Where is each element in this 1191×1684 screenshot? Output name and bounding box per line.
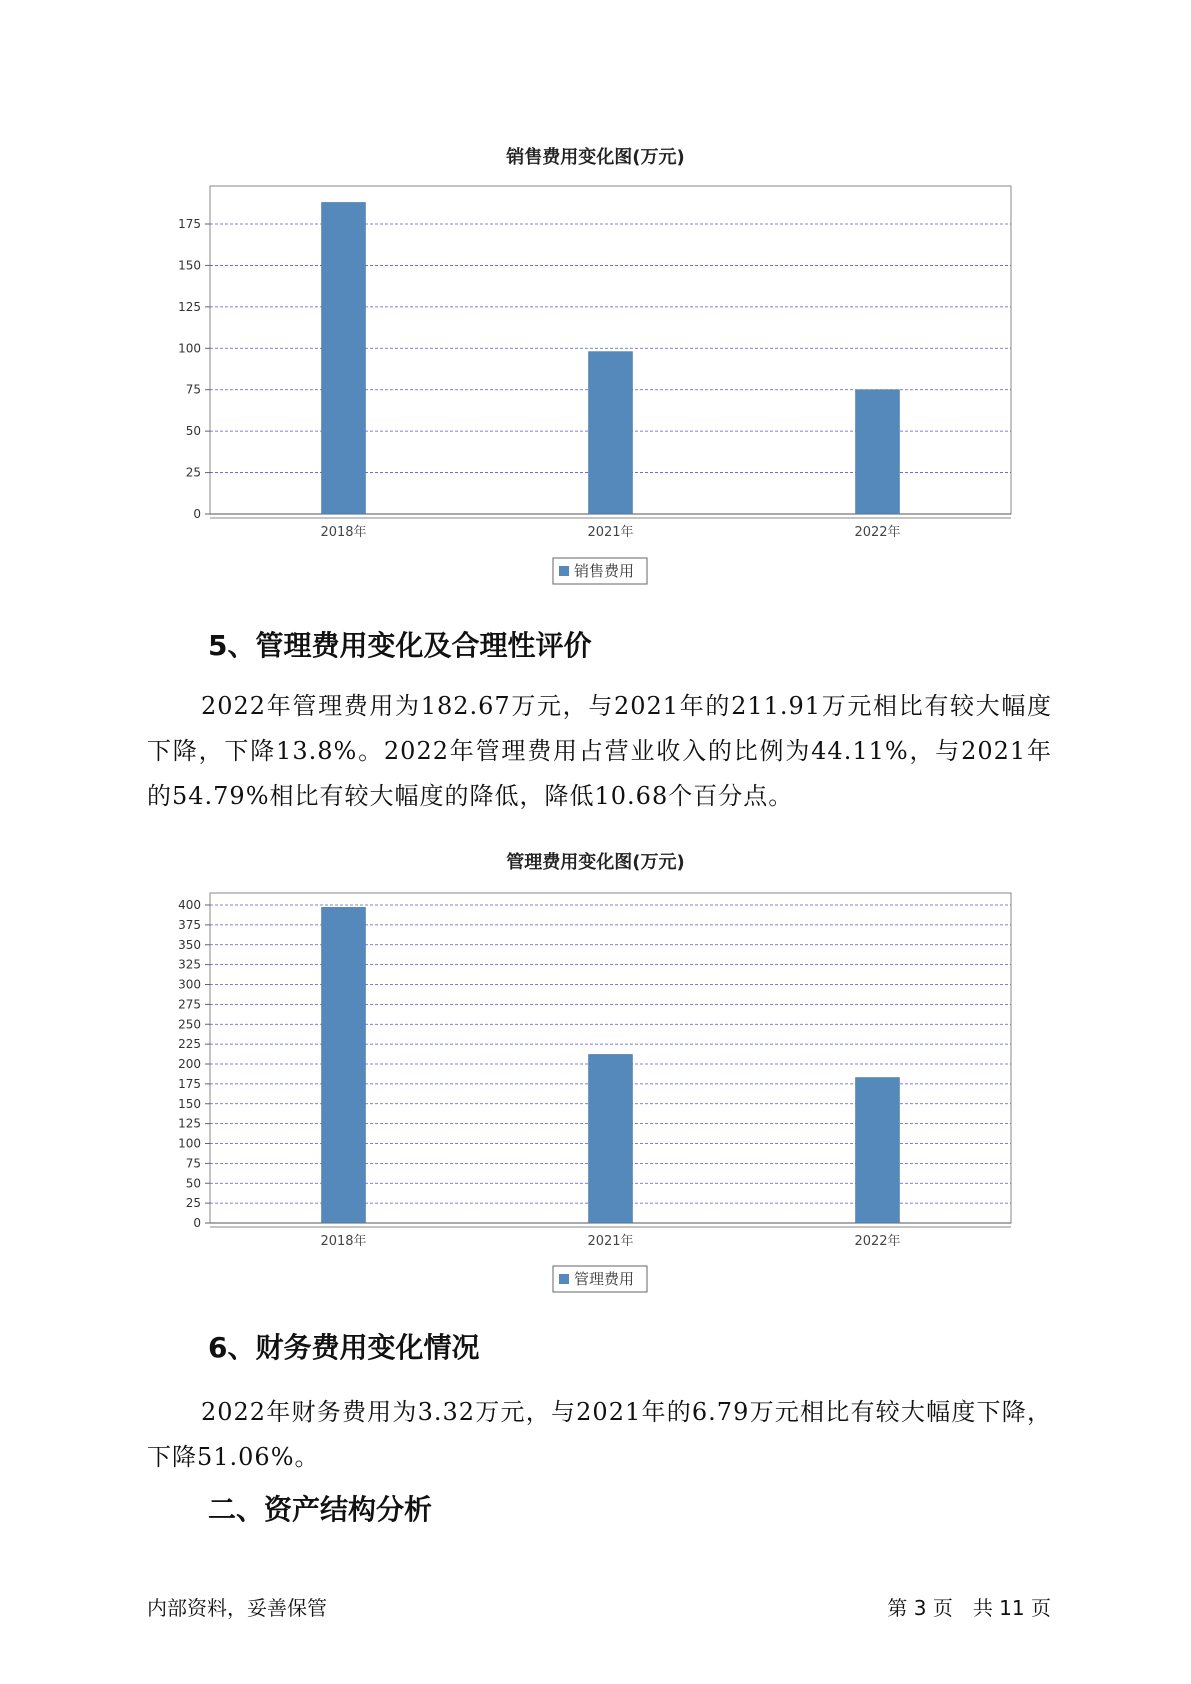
y-tick-label: 125	[178, 1116, 201, 1131]
y-tick-label: 25	[185, 465, 201, 480]
y-tick-label: 125	[178, 299, 201, 314]
y-tick-label: 25	[185, 1196, 201, 1211]
y-tick-label: 150	[178, 1096, 201, 1111]
legend-swatch	[559, 1274, 569, 1284]
sales-chart-title: 销售费用变化图(万元)	[506, 147, 685, 168]
y-tick-label: 50	[185, 424, 201, 439]
x-tick-label: 2022年	[854, 1234, 901, 1249]
legend-label: 管理费用	[574, 1270, 635, 1288]
asset-section-heading: 二、资产结构分析	[208, 1493, 433, 1526]
y-tick-label: 50	[185, 1176, 201, 1191]
y-tick-label: 175	[178, 1076, 201, 1091]
y-tick-label: 150	[178, 258, 201, 273]
x-tick-label: 2022年	[854, 525, 901, 540]
y-tick-label: 275	[178, 997, 201, 1012]
y-tick-label: 75	[185, 1156, 201, 1171]
x-tick-label: 2018年	[320, 1234, 367, 1249]
x-tick-label: 2021年	[587, 1234, 634, 1249]
mgmt-paragraph: 2022年管理费用为182.67万元，与2021年的211.91万元相比有较大幅度下降，下降13.8%。2022年管理费用占营业收入的比例为44.11%，与2021年的54.79%相比有较大幅度的降低，降低10.68个百分点。	[147, 692, 1052, 810]
finance-paragraph: 2022年财务费用为3.32万元，与2021年的6.79万元相比有较大幅度下降，下降51.06%。	[147, 1398, 1052, 1471]
bar	[856, 1078, 900, 1223]
x-tick-label: 2021年	[587, 525, 634, 540]
y-tick-label: 250	[178, 1017, 201, 1032]
x-tick-label: 2018年	[320, 525, 367, 540]
finance-section-heading: 6、财务费用变化情况	[208, 1331, 480, 1364]
bar	[322, 907, 366, 1223]
footer-page-number: 第 3 页 共 11 页	[887, 1596, 1051, 1620]
y-tick-label: 175	[178, 217, 201, 231]
y-tick-label: 350	[178, 937, 201, 952]
y-tick-label: 200	[178, 1057, 201, 1071]
y-tick-label: 325	[178, 957, 201, 972]
y-tick-label: 300	[178, 977, 201, 992]
y-tick-label: 100	[178, 341, 201, 356]
y-tick-label: 400	[178, 898, 201, 912]
y-tick-label: 100	[178, 1136, 201, 1151]
mgmt-chart-title: 管理费用变化图(万元)	[506, 852, 685, 873]
y-tick-label: 375	[178, 917, 201, 932]
footer-confidential: 内部资料，妥善保管	[147, 1596, 327, 1620]
mgmt-section-heading: 5、管理费用变化及合理性评价	[208, 629, 592, 662]
legend-label: 销售费用	[574, 562, 635, 580]
y-tick-label: 225	[178, 1037, 201, 1052]
bar	[589, 1054, 633, 1223]
y-tick-label: 75	[185, 382, 201, 397]
y-tick-label: 0	[193, 507, 201, 521]
y-tick-label: 0	[193, 1216, 201, 1230]
